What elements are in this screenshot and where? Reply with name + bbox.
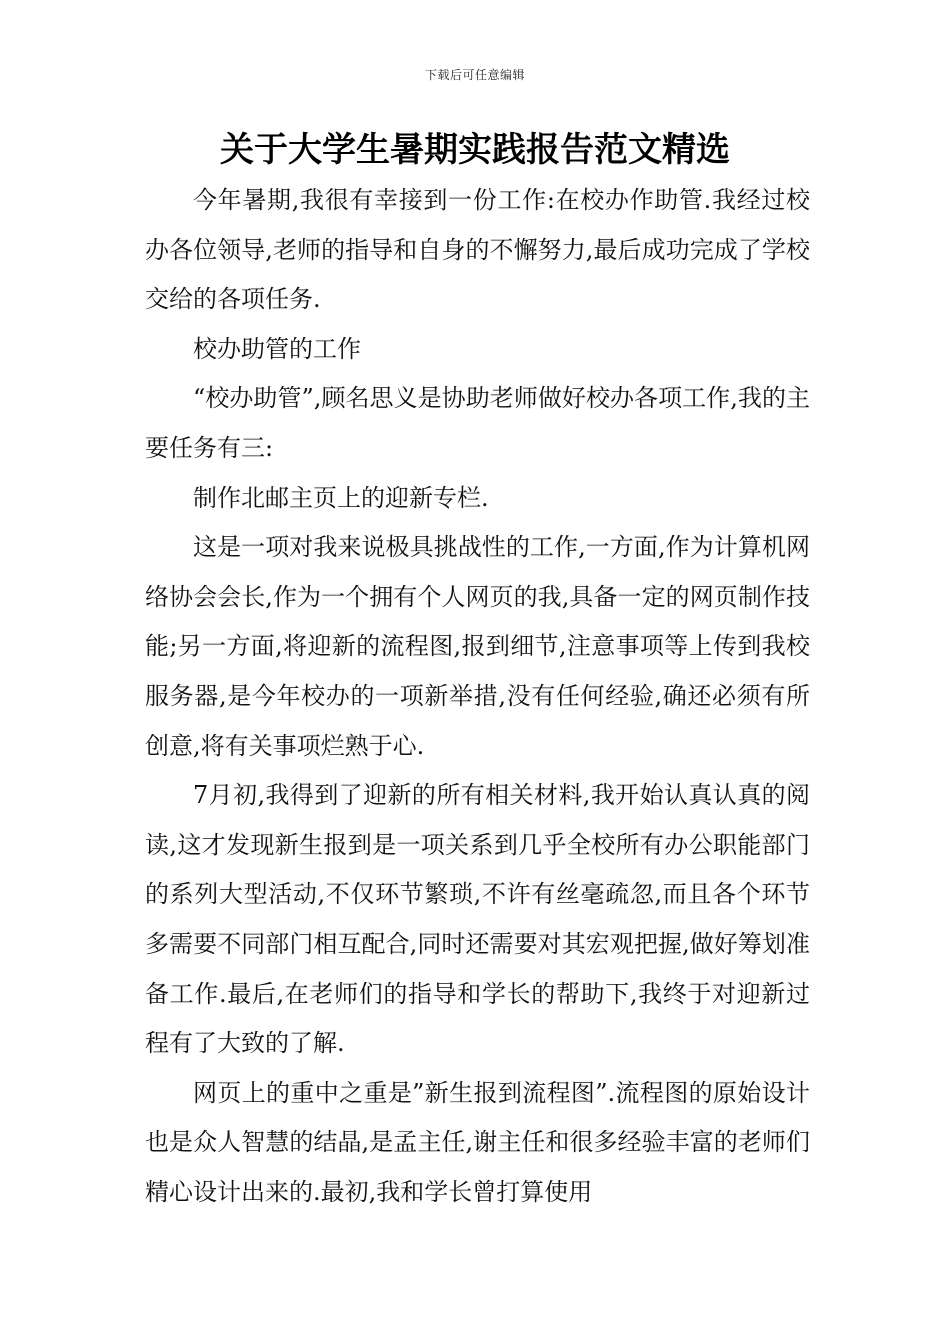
document-title: 关于大学生暑期实践报告范文精选 [220, 130, 730, 170]
document-body [145, 176, 810, 1217]
paragraph-role: “校办助管”,顾名思义是协助老师做好校办各项工作,我的主要任务有三: [145, 384, 810, 462]
paragraph-section-heading: 校办助管的工作 [193, 334, 361, 363]
paragraph-task-one: 制作北邮主页上的迎新专栏. [193, 483, 489, 512]
header-note: 下载后可任意编辑 [424, 68, 525, 82]
paragraph-intro: 今年暑期,我很有幸接到一份工作:在校办作助管.我经过校办各位领导,老师的指导和自身的不懈努力,最后成功完成了学校交给的各项任务. [145, 186, 810, 314]
paragraph-challenge: 这是一项对我来说极具挑战性的工作,一方面,作为计算机网络协会会长,作为一个拥有个人网页的我,具备一定的网页制作技能;另一方面,将迎新的流程图,报到细节,注意事项等上传到我校服务器,是今年校办的一项新举措,没有任何经验,确还必须有所创意,将有关事项烂熟于心. [145, 533, 810, 760]
paragraph-july: 7月初,我得到了迎新的所有相关材料,我开始认真认真的阅读,这才发现新生报到是一项关系到几乎全校所有办公职能部门的系列大型活动,不仅环节繁琐,不许有丝毫疏忽,而且各个环节多需要不同部门相互配合,同时还需要对其宏观把握,做好筹划准备工作.最后,在老师们的指导和学长的帮助下,我终于对迎新过程有了大致的了解. [145, 781, 810, 1058]
paragraph-flowchart: 网页上的重中之重是”新生报到流程图”.流程图的原始设计也是众人智慧的结晶,是孟主任,谢主任和很多经验丰富的老师们精心设计出来的.最初,我和学长曾打算使用 [145, 1078, 810, 1206]
